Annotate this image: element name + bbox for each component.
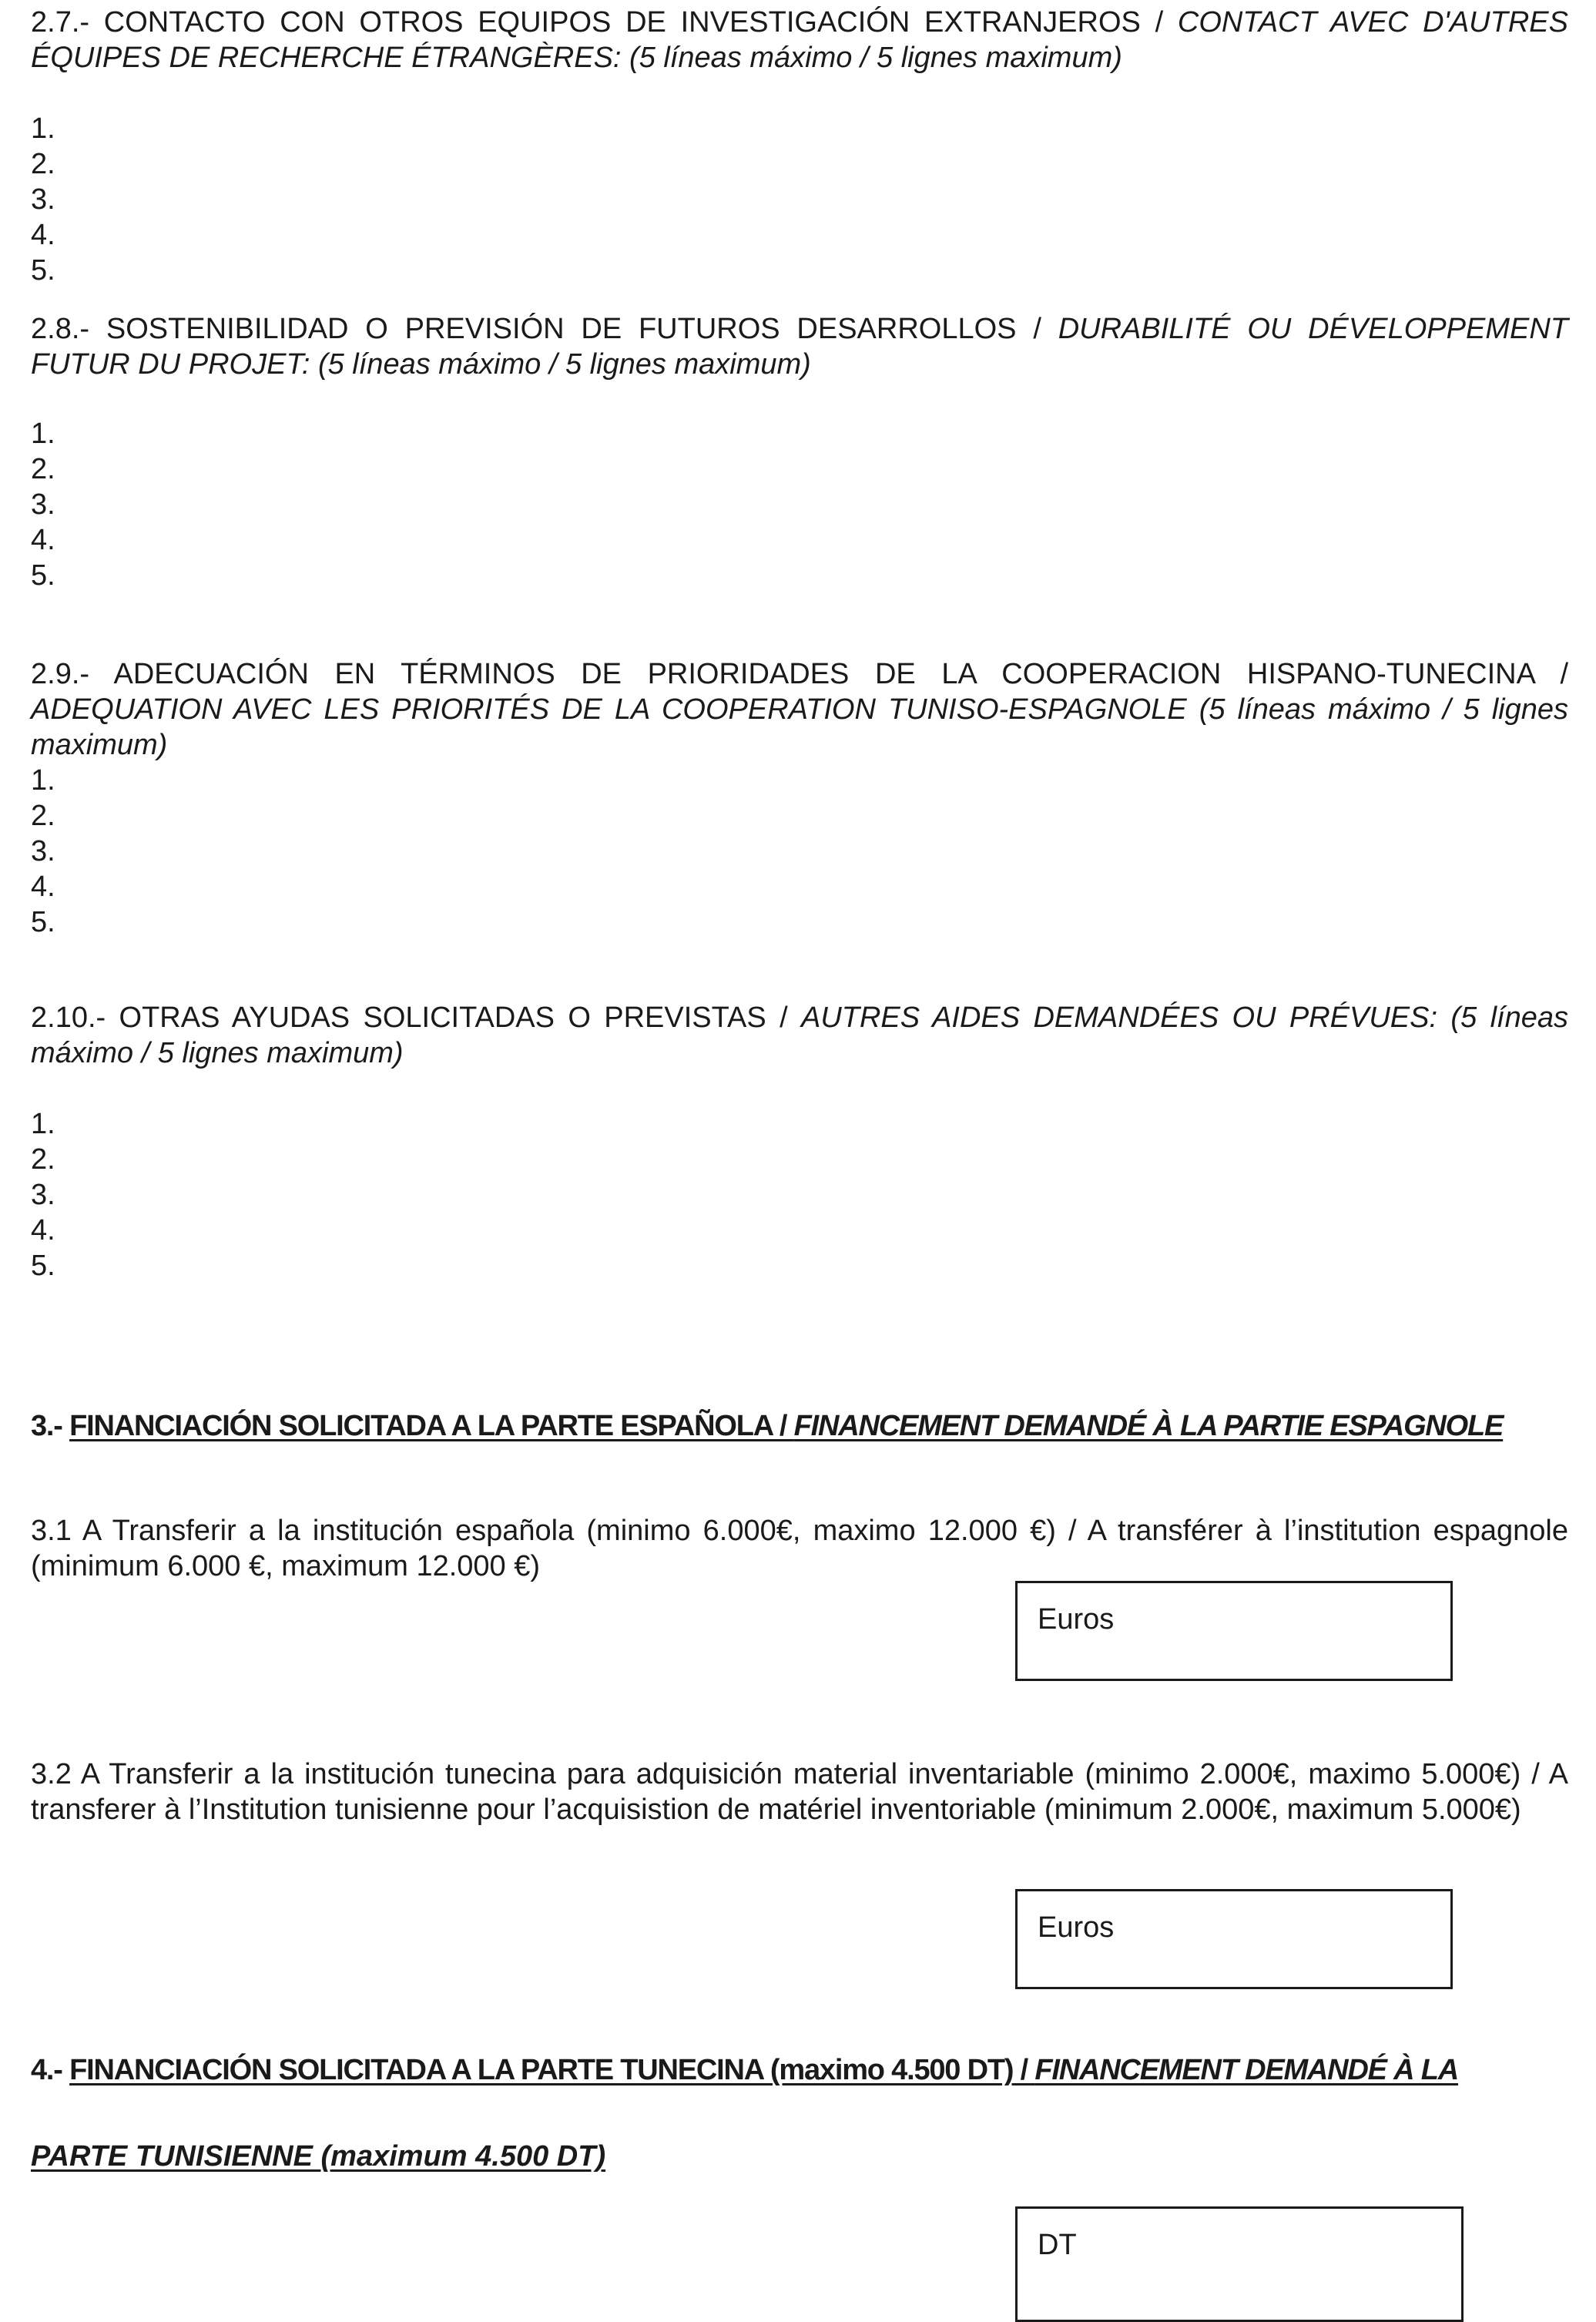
section-2-9-heading [31,656,1568,763]
section-4-heading-continued [31,2139,1568,2174]
numbered-line[interactable]: 1. [31,764,55,797]
section-prefix: 3.- [31,1410,70,1442]
currency-label: Euros [1038,1603,1115,1636]
section-number: 2.10.- [31,1002,119,1034]
section-line-limit: (5 líneas máximo / 5 lignes maximum) [31,693,1569,761]
section-title-fr: AUTRES AIDES DEMANDÉES OU PRÉVUES [800,1002,1430,1034]
section-line-limit: : (5 líneas máximo / 5 lignes maximum) [31,1002,1568,1069]
numbered-line[interactable]: 5. [31,1250,55,1282]
numbered-line[interactable]: 1. [31,112,55,145]
numbered-line[interactable]: 5. [31,559,55,592]
numbered-line[interactable]: 1. [31,1108,55,1140]
section-2-8-heading [31,311,1568,382]
numbered-line[interactable]: 2. [31,1143,55,1176]
section-title-fr-continued: PARTE TUNISIENNE (maximum 4.500 DT) [31,2140,606,2173]
euros-amount-field[interactable] [1015,1889,1453,1989]
numbered-line[interactable]: 3. [31,183,55,216]
section-prefix: 4.- [31,2054,70,2086]
numbered-line[interactable]: 5. [31,906,55,938]
numbered-line[interactable]: 2. [31,800,55,832]
section-2-10-lines [31,1106,55,1283]
section-line-limit: : (5 líneas máximo / 5 lignes maximum) [301,348,811,381]
section-2-9-lines [31,763,55,940]
section-number: 2.9.- [31,658,114,690]
section-title-fr: ADEQUATION AVEC LES PRIORITÉS DE LA COOPERATION TUNISO-ESPAGNOLE [31,693,1187,726]
currency-label: Euros [1038,1911,1115,1944]
section-2-7-lines [31,111,55,288]
numbered-line[interactable]: 4. [31,871,55,903]
section-2-8-lines [31,416,55,593]
section-number: 2.7.- [31,6,104,39]
euros-amount-field[interactable] [1015,1581,1453,1681]
section-2-7-heading [31,5,1568,75]
numbered-line[interactable]: 4. [31,1214,55,1247]
section-number: 2.8.- [31,313,106,345]
section-line-limit: : (5 líneas máximo / 5 lignes maximum) [612,42,1122,74]
section-2-10-heading [31,1000,1568,1071]
numbered-line[interactable]: 1. [31,418,55,450]
numbered-line[interactable]: 2. [31,453,55,485]
section-title-fr: CONTACT AVEC D'AUTRES ÉQUIPES DE RECHERCHE ÉTRANGÈRES [31,6,1568,74]
numbered-line[interactable]: 3. [31,1179,55,1211]
section-title-es: FINANCIACIÓN SOLICITADA A LA PARTE TUNECINA (maximo 4.500 DT) / [69,2054,1035,2086]
item-3-2-text: 3.2 A Transferir a la institución tunecina para adquisición material inventariable (minimo 2.000€, maximo 5.000€) / A transferer à l’Institution tunisienne pour l’acquisistion de matériel inventoriable (minimum 2.000€, maximum 5.000€) [31,1758,1568,1826]
section-title-es: OTRAS AYUDAS SOLICITADAS O PREVISTAS / [119,1002,801,1034]
section-title-es: ADECUACIÓN EN TÉRMINOS DE PRIORIDADES DE LA COOPERACION HISPANO-TUNECINA / [113,658,1568,690]
section-title-fr: FINANCEMENT DEMANDÉ À LA PARTIE ESPAGNOLE [793,1410,1504,1442]
section-title-es: CONTACTO CON OTROS EQUIPOS DE INVESTIGACIÓN EXTRANJEROS / [103,6,1178,39]
numbered-line[interactable]: 2. [31,148,55,180]
numbered-line[interactable]: 3. [31,835,55,867]
item-3-1-text: 3.1 A Transferir a la institución española (minimo 6.000€, maximo 12.000 €) / A transférer à l’institution espagnole (minimum 6.000 €, maximum 12.000 €) [31,1515,1568,1582]
numbered-line[interactable]: 4. [31,524,55,556]
dt-amount-field[interactable] [1015,2206,1464,2322]
numbered-line[interactable]: 3. [31,488,55,521]
numbered-line[interactable]: 4. [31,219,55,251]
section-3-heading [31,1408,1568,1444]
section-title-fr: FINANCEMENT DEMANDÉ À LA [1034,2054,1459,2086]
currency-label: DT [1038,2229,1077,2261]
numbered-line[interactable]: 5. [31,254,55,287]
section-4-heading [31,2052,1568,2088]
section-title-es: FINANCIACIÓN SOLICITADA A LA PARTE ESPAÑOLA / [69,1410,794,1442]
section-title-es: SOSTENIBILIDAD O PREVISIÓN DE FUTUROS DESARROLLOS / [106,313,1058,345]
section-title-fr: DURABILITÉ OU DÉVELOPPEMENT FUTUR DU PROJET [31,313,1568,381]
